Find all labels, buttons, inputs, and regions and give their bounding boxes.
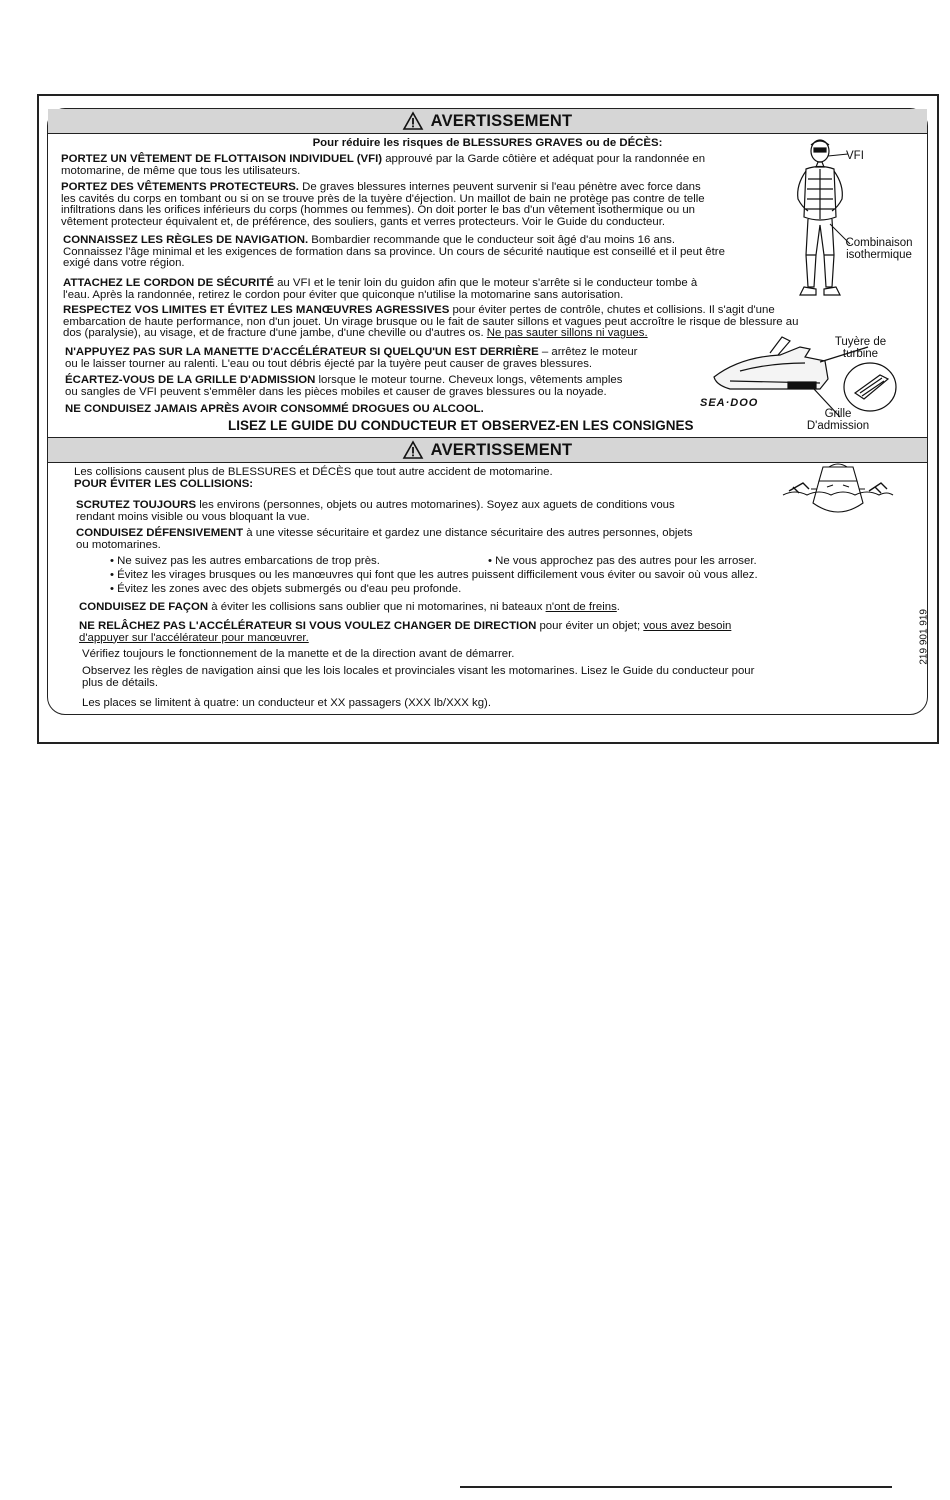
check-controls-line: Vérifiez toujours le fonctionnement de la manette et de la direction avant de démarrer. [82, 648, 515, 660]
warning-title-2: AVERTISSEMENT [430, 440, 573, 459]
no-brakes-line: CONDUISEZ DE FAÇON à éviter les collisions sans oublier que ni motomarines, ni bateaux n'ont de freins. [79, 601, 620, 613]
jet-pump-label: Tuyère de turbine [834, 336, 887, 360]
warning-label [47, 108, 928, 715]
pfd-paragraph: PORTEZ UN VÊTEMENT DE FLOTTAISON INDIVIDUEL (VFI) approuvé par la Garde côtière et adéquat pour la randonnée en motomarine, de même que tous les utilisateurs. [61, 153, 706, 177]
warning-triangle-icon [403, 112, 423, 130]
bullet-3: • Évitez les virages brusques ou les manœuvres qui font que les autres puissent difficilement vous éviter ou savoir où vous allez. [110, 569, 758, 581]
intake-grate-label: Grille D'admission [806, 408, 870, 432]
throttle-paragraph: N'APPUYEZ PAS SUR LA MANETTE D'ACCÉLÉRATEUR SI QUELQU'UN EST DERRIÈRE – arrêtez le moteur ou le laisser tourner au ralenti. L'eau ou tout débris éjecté par la tuyère peut causer de graves blessures. [65, 346, 638, 370]
collision-illustration [783, 463, 893, 523]
navigation-rules-paragraph: CONNAISSEZ LES RÈGLES DE NAVIGATION. Bombardier recommande que le conducteur soit âgé d'au moins 16 ans. Connaissez l'âge minimal et les exigences de formation dans sa province. Un cours de sécurité nautique est conseillé et il peut être exigé dans votre région. [63, 234, 725, 269]
no-drugs-line: NE CONDUISEZ JAMAIS APRÈS AVOIR CONSOMMÉ DROGUES OU ALCOOL. [65, 403, 484, 415]
read-guide-line: LISEZ LE GUIDE DU CONDUCTEUR ET OBSERVEZ-EN LES CONSIGNES [228, 418, 694, 433]
warning-header-2 [48, 437, 927, 463]
throttle-steer-paragraph: NE RELÂCHEZ PAS L'ACCÉLÉRATEUR SI VOUS VOULEZ CHANGER DE DIRECTION pour éviter un objet; vous avez besoin d'appuyer sur l'accélérateur pour manœuvrer. [79, 620, 732, 644]
warning-triangle-icon [403, 441, 423, 459]
bullet-2: • Ne vous approchez pas des autres pour les arroser. [488, 555, 757, 567]
seadoo-logo: SEA·DOO [700, 397, 759, 409]
warning-title-1: AVERTISSEMENT [430, 111, 573, 130]
collisions-intro: Les collisions causent plus de BLESSURES et DÉCÈS que tout autre accident de motomarine. POUR ÉVITER LES COLLISIONS: [74, 466, 553, 490]
bullet-1: • Ne suivez pas les autres embarcations de trop près. [110, 555, 380, 567]
defensive-paragraph: CONDUISEZ DÉFENSIVEMENT à une vitesse sécuritaire et gardez une distance sécuritaire des autres personnes, objets ou motomarines. [76, 527, 693, 551]
bullet-4: • Évitez les zones avec des objets submergés ou d'eau peu profonde. [110, 583, 462, 595]
wetsuit-label: Combinaison isothermique [845, 237, 913, 261]
scan-paragraph: SCRUTEZ TOUJOURS les environs (personnes, objets ou autres motomarines). Soyez aux aguets de conditions vous rendant moins visible ou vous bloquant la vue. [76, 499, 675, 523]
warning-header-1 [48, 109, 927, 134]
protective-clothing-paragraph: PORTEZ DES VÊTEMENTS PROTECTEURS. De graves blessures internes peuvent survenir si l'eau pénètre avec force dans les cavités du corps en tombant ou si on se trouve près de la tuyère d'éjection. Un maillot de bain ne protège pas contre de telle infiltrations dans les orifices inférieurs du corps (hommes ou femmes). On doit porter le bas d'un vêtement isothermique ou un vêtement protecteur équivalent et, de préférence, des souliers, gants et verres protecteurs. Voir le Guide du conducteur. [61, 181, 705, 228]
capacity-line: Les places se limitent à quatre: un conducteur et XX passagers (XXX lb/XXX kg). [82, 697, 492, 709]
rules-paragraph: Observez les règles de navigation ainsi que les lois locales et provinciales visant les motomarines. Lisez le Guide du conducteur pour plus de détails. [82, 665, 755, 689]
intro-line: Pour réduire les risques de BLESSURES GRAVES ou de DÉCÈS: [312, 137, 663, 149]
lanyard-paragraph: ATTACHEZ LE CORDON DE SÉCURITÉ au VFI et le tenir loin du guidon afin que le moteur s'arrête si le conducteur tombe à l'eau. Après la randonnée, retirez le cordon pour éviter que quiconque n'utilise la motomarine sans autorisation. [63, 277, 698, 301]
limits-paragraph: RESPECTEZ VOS LIMITES ET ÉVITEZ LES MANŒUVRES AGRESSIVES pour éviter pertes de contrôle, chutes et collisions. Il s'agit d'une embarcation de haute performance, non d'un jouet. Un virage brusque ou le fait de sauter sillons et vagues peut accroître le risque de blessure au dos (paralysie), au visage, et de fracture d'une jambe, d'une cheville ou d'autres os. Ne pas sauter sillons ni vagues. [63, 304, 799, 339]
footer-rule [460, 1486, 892, 1488]
vfi-label: VFI [846, 150, 864, 162]
part-number: 219 901 919 [919, 609, 930, 665]
intake-grate-paragraph: ÉCARTEZ-VOUS DE LA GRILLE D'ADMISSION lorsque le moteur tourne. Cheveux longs, vêtements amples ou sangles de VFI peuvent s'emmêler dans les pièces mobiles et causer de graves blessures ou la noyade. [65, 374, 623, 398]
